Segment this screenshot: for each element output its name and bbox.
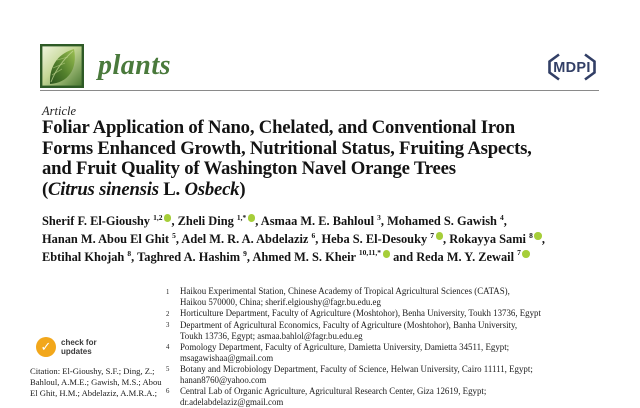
citation-line: Bahloul, A.M.E.; Gawish, M.S.; Abou (30, 377, 162, 387)
checkmark-icon: ✓ (36, 337, 56, 357)
author: Ahmed M. S. Kheir $^{10,11,*}$ and (252, 248, 417, 264)
affiliation-number: 4 (166, 344, 170, 351)
author-superscript: 6 (311, 230, 316, 240)
author: Sherif F. El-Gioushy $^{1,2}$ , (42, 212, 178, 228)
affiliation-number: 1 (166, 288, 170, 296)
affiliation (166, 286, 621, 308)
affiliation-number: 2 (166, 310, 170, 318)
species-open-paren: ( (42, 178, 49, 200)
author-list (42, 213, 627, 266)
article-title (42, 118, 627, 200)
orcid-icon[interactable] (248, 214, 256, 222)
title-line-2: Forms Enhanced Growth, Nutritional Status, Fruiting Aspects, (42, 137, 532, 159)
mdpi-wordmark: MDPI (553, 60, 591, 76)
citation-text (30, 366, 180, 399)
author-superscript: 8 (127, 248, 132, 258)
author-superscript: 7 (517, 248, 530, 257)
author-superscript: 7 (430, 231, 443, 240)
badge-label (61, 338, 97, 356)
mdpi-logo (544, 52, 600, 82)
title-line-3: and Fruit Quality of Washington Navel Orange Trees (42, 158, 456, 180)
author: Adel M. R. A. Abdelaziz $^6$, (181, 230, 322, 246)
author-superscript: 10,11,* (359, 248, 390, 257)
author: Reda M. Y. Zewail $^7$ (416, 250, 530, 264)
author-superscript: 1,2 (153, 213, 171, 222)
affiliation (166, 364, 621, 386)
affiliation-text: Department of Agricultural Economics, Faculty of Agriculture (Moshtohor), Banha University, Toukh 13736, Egypt; asmaa.bahlol@fagr.bu.edu.eg (180, 319, 518, 341)
affiliation-list (166, 286, 621, 408)
author-superscript: 4 (500, 212, 504, 222)
citation-line: Citation: El-Gioushy, S.F.; Ding, Z.; (30, 366, 155, 376)
affiliation (166, 342, 621, 364)
header-divider (40, 90, 599, 91)
affiliation-number: 3 (166, 322, 170, 329)
species-close-paren: ) (239, 178, 246, 200)
species-authority: L. (158, 178, 185, 200)
citation-line: El Ghit, H.M.; Abdelaziz, A.M.R.A.; (30, 388, 157, 398)
title-species-line (42, 180, 627, 201)
affiliation-number: 5 (166, 366, 170, 373)
check-for-updates-badge[interactable] (36, 337, 97, 357)
author: Ebtihal Khojah $^8$, (42, 248, 138, 264)
author-superscript: 8 (529, 231, 542, 240)
affiliation-text: Botany and Microbiology Department, Faculty of Science, Helwan University, Cairo 11111, Egypt; hanan8760@yahoo.com (180, 363, 533, 385)
affiliation (166, 320, 621, 342)
affiliation (166, 386, 621, 408)
author: Rokayya Sami $^8$ , (449, 230, 545, 246)
author: Heba S. El-Desouky $^7$ , (321, 230, 450, 246)
author: Hanan M. Abou El Ghit $^5$, (42, 230, 182, 246)
affiliation-number: 6 (166, 388, 170, 395)
affiliation-text: Central Lab of Organic Agriculture, Agricultural Research Center, Giza 12619, Egypt; dr.adelabdelaziz@gmail.com (180, 385, 487, 407)
journal-wordmark: plants (98, 50, 172, 81)
orcid-icon[interactable] (383, 250, 391, 258)
title-line-1: Foliar Application of Nano, Chelated, and Conventional Iron (42, 117, 515, 138)
affiliation (166, 308, 621, 320)
affiliation-text: Haikou Experimental Station, Chinese Academy of Tropical Agricultural Sciences (CATAS), Haikou 570000, China; sherif.elgioushy@fagr.bu.edu.eg (180, 286, 510, 307)
orcid-icon[interactable] (164, 214, 172, 222)
species-binomial: Citrus sinensis (48, 178, 159, 200)
article-type-label: Article (42, 104, 77, 118)
author: Asmaa M. E. Bahloul $^3$, (260, 212, 388, 228)
leaf-icon (40, 44, 84, 88)
orcid-icon[interactable] (534, 232, 542, 240)
author-superscript: 9 (243, 248, 247, 258)
author-superscript: 3 (377, 212, 381, 222)
badge-label-line-2: updates (61, 347, 92, 356)
plants-journal-logo (40, 44, 84, 88)
orcid-icon[interactable] (436, 232, 444, 240)
author-superscript: 1,* (237, 213, 255, 222)
author: Taghred A. Hashim $^9$, (137, 248, 253, 264)
species-authority-name: Osbeck (184, 178, 240, 200)
author-superscript: 5 (172, 230, 176, 240)
badge-label-line-1: check for (61, 338, 97, 347)
orcid-icon[interactable] (522, 250, 530, 258)
author: Zheli Ding $^{1,*}$ , (177, 212, 261, 228)
affiliation-text: Horticulture Department, Faculty of Agriculture (Moshtohor), Benha University, Toukh 13736, Egypt (180, 308, 541, 318)
author: Mohamed S. Gawish $^4$, (387, 212, 507, 228)
affiliation-text: Pomology Department, Faculty of Agriculture, Damietta University, Damietta 34511, Egypt; msagawishaa@gmail.com (180, 341, 510, 363)
